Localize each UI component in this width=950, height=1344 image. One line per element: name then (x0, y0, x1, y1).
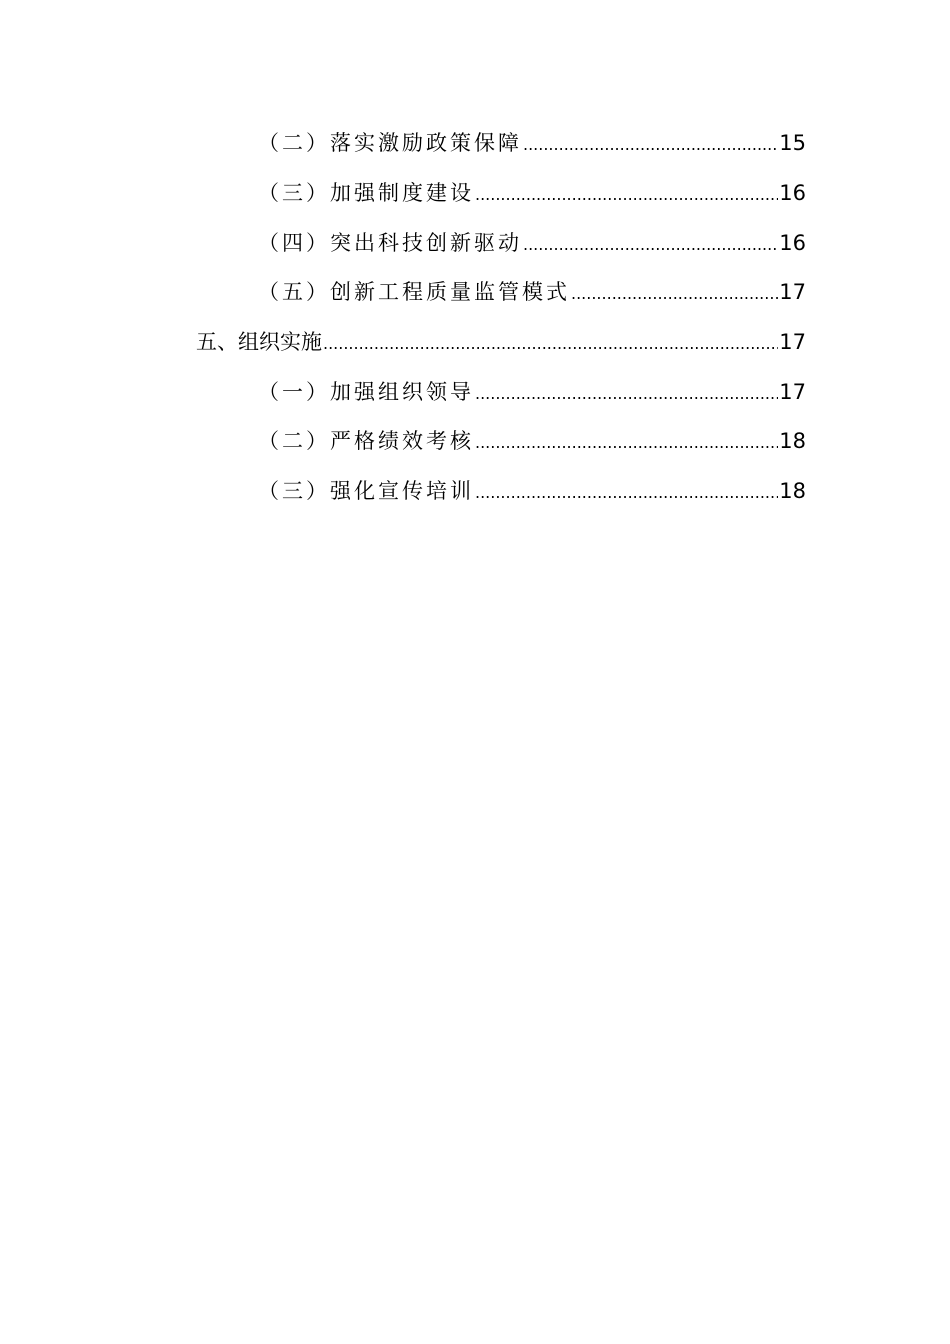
toc-entry-label: （二）严格绩效考核 (258, 429, 474, 453)
toc-leader-dots (571, 280, 778, 308)
toc-entry[interactable] (258, 378, 806, 408)
toc-entry[interactable] (258, 427, 806, 457)
toc-section-label: 五、组织实施 (196, 330, 322, 354)
toc-entry[interactable] (258, 129, 806, 159)
toc-entry-label: （三）加强制度建设 (258, 181, 474, 205)
toc-page-number: 15 (779, 131, 806, 155)
toc-entry-label: （二）落实激励政策保障 (258, 131, 522, 155)
toc-leader-dots (475, 380, 778, 408)
toc-entry-label: （五）创新工程质量监管模式 (258, 280, 570, 304)
toc-page-number: 16 (779, 181, 806, 205)
toc-leader-dots (475, 429, 778, 457)
toc-entry[interactable] (258, 229, 806, 259)
toc-leader-dots (475, 479, 778, 507)
toc-entry-label: （一）加强组织领导 (258, 380, 474, 404)
toc-entry-label: （四）突出科技创新驱动 (258, 231, 522, 255)
toc-entry-label: （三）强化宣传培训 (258, 479, 474, 503)
toc-entry[interactable] (258, 179, 806, 209)
toc-entry[interactable] (258, 278, 806, 308)
toc-page-number: 18 (779, 479, 806, 503)
toc-entry[interactable] (258, 477, 806, 507)
toc-leader-dots (323, 330, 778, 358)
toc-page-number: 17 (779, 280, 806, 304)
toc-page-number: 16 (779, 231, 806, 255)
toc-page-number: 17 (779, 330, 806, 354)
toc-leader-dots (523, 231, 778, 259)
toc-page-number: 17 (779, 380, 806, 404)
toc-section-entry[interactable] (196, 328, 806, 358)
toc-page-number: 18 (779, 429, 806, 453)
toc-leader-dots (523, 131, 778, 159)
toc-leader-dots (475, 181, 778, 209)
